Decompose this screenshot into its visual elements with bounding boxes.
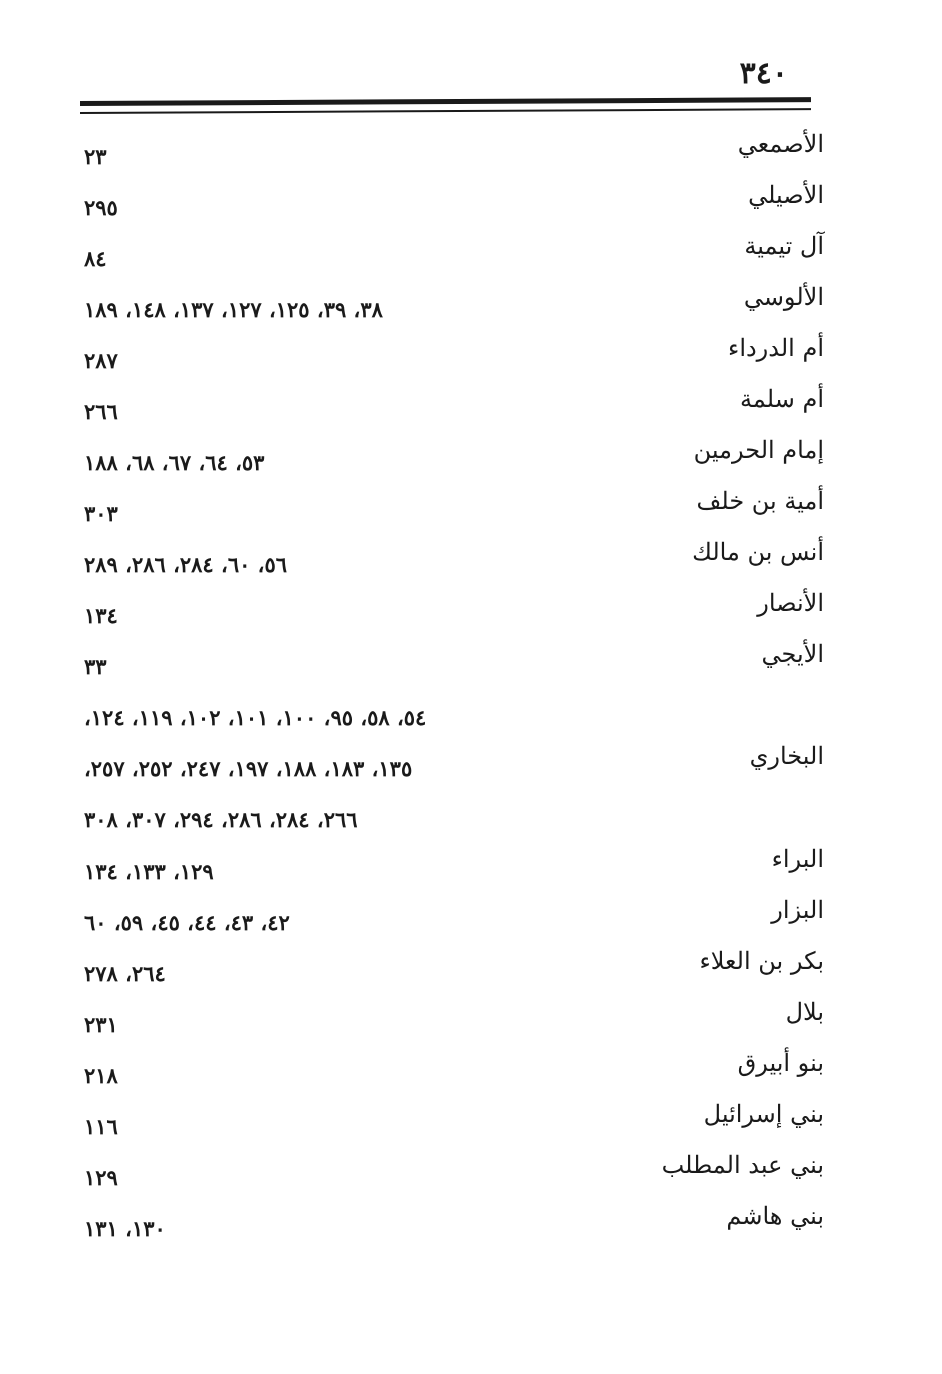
entry-pages: ١١٦ xyxy=(84,1114,118,1139)
entry-name: بني عبد المطلب xyxy=(661,1151,824,1179)
entry-name: بني إسرائيل xyxy=(703,1100,824,1128)
entry-name: بلال xyxy=(785,998,824,1026)
index-entry xyxy=(0,283,942,323)
entry-name: الألوسي xyxy=(743,283,824,311)
header-rule-thin xyxy=(80,108,811,114)
index-entry xyxy=(0,845,942,885)
index-entry xyxy=(0,487,942,527)
entry-pages: ٣٨، ٣٩، ١٢٥، ١٢٧، ١٣٧، ١٤٨، ١٨٩ xyxy=(84,297,383,322)
entry-name: الأنصار xyxy=(757,589,824,617)
entry-pages: ٢٨٧ xyxy=(84,348,118,373)
index-entry xyxy=(0,181,942,221)
entry-pages: ١٣٥، ١٨٣، ١٨٨، ١٩٧، ٢٤٧، ٢٥٢، ٢٥٧، xyxy=(84,756,413,781)
entry-name: بكر بن العلاء xyxy=(699,947,824,975)
index-entry xyxy=(0,232,942,272)
entry-pages: ٥٤، ٥٨، ٩٥، ١٠٠، ١٠١، ١٠٢، ١١٩، ١٢٤، xyxy=(84,705,427,730)
entry-name: بنو أبيرق xyxy=(737,1049,824,1077)
index-entry xyxy=(0,1100,942,1140)
entry-pages: ١٣٤ xyxy=(84,603,118,628)
index-entry xyxy=(0,334,942,374)
entry-pages: ٢٦٦، ٢٨٤، ٢٨٦، ٢٩٤، ٣٠٧، ٣٠٨ xyxy=(84,807,358,832)
entry-pages: ٢٦٤، ٢٧٨ xyxy=(84,961,166,986)
index-entry-pages-line xyxy=(0,691,942,731)
index-entry xyxy=(0,385,942,425)
entry-name: أم سلمة xyxy=(740,385,824,413)
index-entry xyxy=(0,130,942,170)
entry-name: البخاري xyxy=(749,742,824,770)
entry-name: الأيجي xyxy=(761,640,824,668)
index-entry-pages-line xyxy=(0,793,942,833)
index-entry xyxy=(0,896,942,936)
index-entry xyxy=(0,947,942,987)
entry-name: الأصيلي xyxy=(748,181,824,209)
entry-name: الأصمعي xyxy=(737,130,824,158)
index-entry xyxy=(0,1049,942,1089)
index-entry xyxy=(0,1151,942,1191)
entry-pages: ٥٣، ٦٤، ٦٧، ٦٨، ١٨٨ xyxy=(84,450,265,475)
header-rule-thick xyxy=(80,97,811,106)
entry-name: إمام الحرمين xyxy=(693,436,824,464)
entry-name: أم الدرداء xyxy=(728,334,824,362)
entry-pages: ٢٣١ xyxy=(84,1012,118,1037)
entry-pages: ٨٤ xyxy=(84,246,107,271)
index-entry xyxy=(0,1202,942,1242)
index-entry-bukhari xyxy=(0,742,942,782)
entry-pages: ٥٦، ٦٠، ٢٨٤، ٢٨٦، ٢٨٩ xyxy=(84,552,288,577)
entry-pages: ٢١٨ xyxy=(84,1063,118,1088)
entry-pages: ١٢٩ xyxy=(84,1165,118,1190)
index-entry xyxy=(0,640,942,680)
page-number: ٣٤٠ xyxy=(739,56,788,91)
entry-name: أمية بن خلف xyxy=(696,487,824,515)
index-entry xyxy=(0,589,942,629)
entry-pages: ٢٩٥ xyxy=(84,195,118,220)
entry-name: آل تيمية xyxy=(744,232,824,260)
entry-name: البزار xyxy=(771,896,824,924)
entry-pages: ٢٣ xyxy=(84,144,107,169)
entry-pages: ٢٦٦ xyxy=(84,399,118,424)
index-entry xyxy=(0,998,942,1038)
entry-pages: ٤٢، ٤٣، ٤٤، ٤٥، ٥٩، ٦٠ xyxy=(84,910,290,935)
entry-pages: ٣٠٣ xyxy=(84,501,118,526)
index-entry xyxy=(0,436,942,476)
entry-name: أنس بن مالك xyxy=(692,538,824,566)
entry-pages: ١٢٩، ١٣٣، ١٣٤ xyxy=(84,859,214,884)
index-entry xyxy=(0,538,942,578)
entry-pages: ١٣٠، ١٣١ xyxy=(84,1216,166,1241)
entry-pages: ٣٣ xyxy=(84,654,107,679)
entry-name: البراء xyxy=(771,845,824,873)
entry-name: بني هاشم xyxy=(726,1202,824,1230)
